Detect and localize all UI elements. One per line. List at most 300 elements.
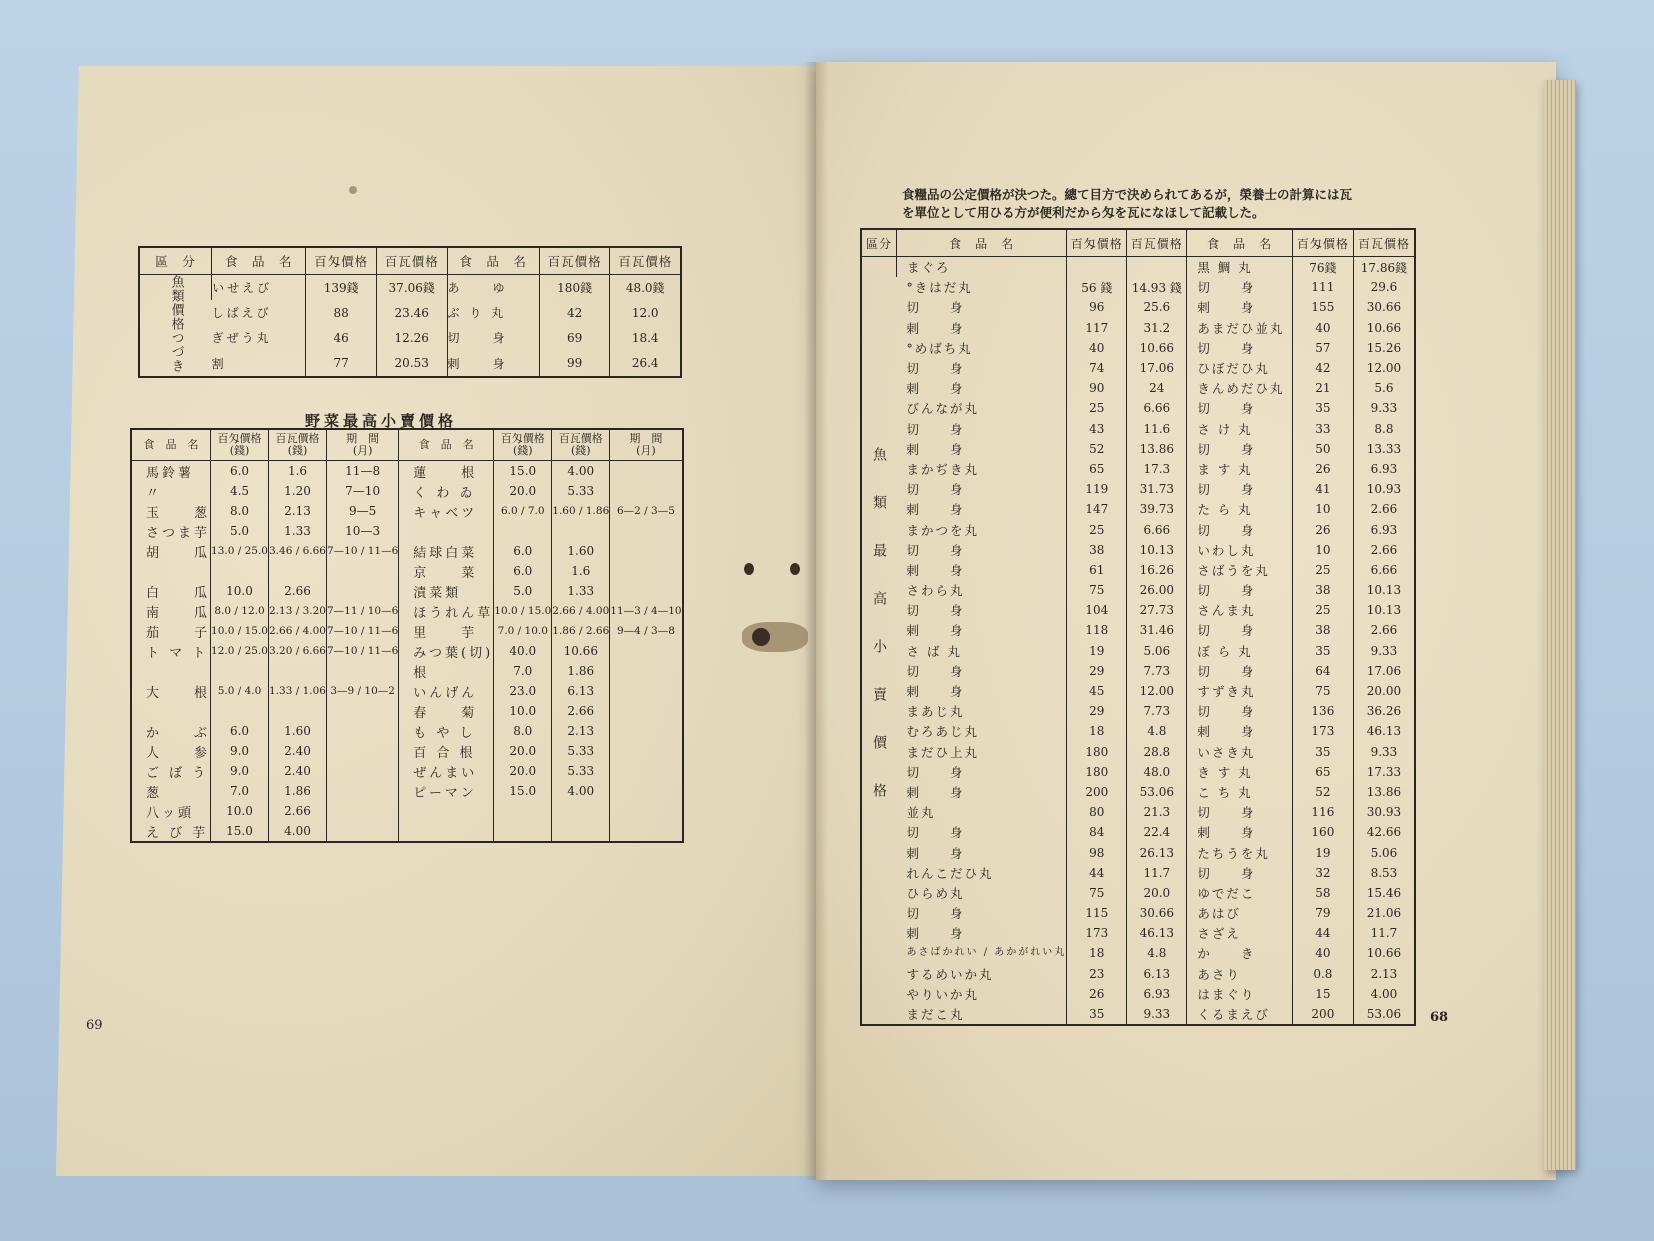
value-cell (610, 741, 683, 761)
value-cell: 4.00 (552, 781, 610, 801)
category-cell (861, 257, 897, 1026)
food-name-cell: 剌 身 (906, 784, 965, 800)
value-cell: 4.00 (269, 821, 327, 842)
price-cell: 17.3 (1127, 459, 1187, 479)
value-cell: 1.20 (269, 481, 327, 501)
food-name-cell: 八ッ頭 (146, 805, 195, 821)
food-name-cell: ぜんまい (399, 761, 494, 781)
table-row (861, 802, 1415, 822)
price-cell: 200 (1067, 782, 1127, 802)
price-cell: 9.33 (1353, 398, 1415, 418)
food-name-cell: するめいか丸 (906, 966, 994, 982)
price-cell: 77 (306, 351, 377, 377)
price-cell: 48.0 (1127, 762, 1187, 782)
category-label: 魚類價格つづき (168, 275, 184, 373)
food-name-cell: 切 身 (447, 325, 539, 350)
value-cell: 1.6 (269, 461, 327, 482)
food-name-cell: ご ぼ う (146, 765, 209, 781)
price-cell: 8.53 (1353, 863, 1415, 883)
price-cell: 35 (1067, 1004, 1127, 1025)
table-row (131, 621, 683, 641)
food-name-cell: 百 合 根 (399, 741, 494, 761)
value-cell (494, 521, 552, 541)
food-name-cell: 剌 身 (906, 381, 965, 397)
value-cell: 1.33 / 1.06 (269, 681, 327, 701)
price-cell: 5.6 (1353, 378, 1415, 398)
value-cell: 9—5 (326, 501, 398, 521)
table-row (131, 721, 683, 741)
price-cell: 5.06 (1353, 842, 1415, 862)
value-cell: 5.0 (494, 581, 552, 601)
value-cell: 7—10 / 11—6 (326, 541, 398, 561)
table-row (131, 481, 683, 501)
food-name-cell: あさり (1187, 964, 1293, 984)
table-row (861, 378, 1415, 398)
value-cell: 6.0 (494, 561, 552, 581)
value-cell (610, 721, 683, 741)
food-name-cell: 剌 身 (1187, 822, 1293, 842)
price-cell: 18 (1067, 721, 1127, 741)
price-cell: 42 (1292, 358, 1353, 378)
value-cell: 10—3 (326, 521, 398, 541)
price-cell: 17.86錢 (1353, 257, 1415, 278)
price-cell: 53.06 (1127, 782, 1187, 802)
vegetable-price-table (130, 428, 684, 843)
value-cell: 4.00 (552, 461, 610, 482)
table-row (131, 501, 683, 521)
value-cell (269, 661, 327, 681)
food-name-cell: 切 身 (906, 603, 965, 619)
food-name-cell: ゆでだこ (1187, 883, 1293, 903)
value-cell: 2.13 (269, 501, 327, 521)
price-cell: 18 (1067, 943, 1127, 963)
value-cell: 9—4 / 3—8 (610, 621, 683, 641)
food-name-cell: ひらめ丸 (906, 885, 965, 901)
food-name-cell: まあじ丸 (906, 704, 965, 720)
price-cell: 6.93 (1127, 984, 1187, 1004)
food-name-cell: 切 身 (1187, 519, 1293, 539)
table-row (131, 761, 683, 781)
value-cell: 20.0 (494, 481, 552, 501)
table-row (861, 540, 1415, 560)
price-cell: 41 (1292, 479, 1353, 499)
value-cell (269, 561, 327, 581)
price-cell: 14.93 錢 (1127, 277, 1187, 297)
price-cell: 111 (1292, 277, 1353, 297)
food-name-cell: 胡 瓜 (146, 545, 211, 561)
price-cell: 25 (1067, 398, 1127, 418)
price-cell: 39.73 (1127, 499, 1187, 519)
value-cell (610, 541, 683, 561)
food-name-cell: か き (1187, 943, 1293, 963)
price-cell: 26.4 (610, 351, 681, 377)
price-cell: 9.33 (1353, 641, 1415, 661)
col-header: 百匁價格 (1067, 229, 1127, 257)
col-header: 百瓦價格 (539, 247, 610, 275)
food-name-cell: くるまえび (1187, 1004, 1293, 1025)
price-cell: 25 (1292, 600, 1353, 620)
food-name-cell (399, 821, 494, 842)
value-cell (610, 701, 683, 721)
price-cell: 11.7 (1127, 863, 1187, 883)
food-name-cell: も や し (399, 721, 494, 741)
col-header: 百瓦價格 (錢) (552, 429, 610, 461)
value-cell: 13.0 / 25.0 (211, 541, 269, 561)
food-name-cell: 切 身 (1187, 802, 1293, 822)
price-cell: 40 (1292, 943, 1353, 963)
value-cell: 1.33 (552, 581, 610, 601)
price-cell: 10.13 (1353, 580, 1415, 600)
value-cell: 8.0 (494, 721, 552, 741)
col-header: 食 品 名 (399, 429, 494, 461)
price-cell: 147 (1067, 499, 1127, 519)
value-cell: 8.0 / 12.0 (211, 601, 269, 621)
value-cell: 10.66 (552, 641, 610, 661)
col-header: 百瓦價格 (錢) (269, 429, 327, 461)
price-cell: 21.3 (1127, 802, 1187, 822)
table-row (861, 701, 1415, 721)
page-number-right: 68 (1430, 1010, 1449, 1025)
col-header: 百瓦價格 (1353, 229, 1415, 257)
value-cell (610, 581, 683, 601)
price-cell: 2.66 (1353, 620, 1415, 640)
food-name-cell: 剌 身 (906, 684, 965, 700)
food-name-cell: ほうれん草 (399, 601, 494, 621)
food-name-cell: まかつを丸 (906, 522, 980, 538)
value-cell: 15.0 (494, 461, 552, 482)
food-name-cell: 馬鈴薯 (146, 465, 195, 481)
price-cell: 10.13 (1353, 600, 1415, 620)
food-name-cell: あまだひ並丸 (1187, 318, 1293, 338)
value-cell: 12.0 / 25.0 (211, 641, 269, 661)
price-cell: 21.06 (1353, 903, 1415, 923)
price-cell: 26.13 (1127, 842, 1187, 862)
food-name-cell: 切 身 (1187, 398, 1293, 418)
table-row (861, 964, 1415, 984)
food-name-cell: いわし丸 (1187, 540, 1293, 560)
table-row (861, 923, 1415, 943)
table-row (861, 257, 1415, 278)
food-name-cell: き す 丸 (1187, 762, 1293, 782)
table-row (861, 762, 1415, 782)
food-name-cell: 剌 身 (906, 926, 965, 942)
value-cell: 9.0 (211, 761, 269, 781)
col-header: 百匁價格 (1292, 229, 1353, 257)
food-name-cell: た ら 丸 (1187, 499, 1293, 519)
price-cell: 4.8 (1127, 943, 1187, 963)
price-cell: 5.06 (1127, 641, 1187, 661)
food-name-cell: 剌 身 (906, 320, 965, 336)
price-cell: 2.13 (1353, 964, 1415, 984)
value-cell (326, 821, 398, 842)
food-name-cell: ぎぜう丸 (211, 331, 272, 346)
food-name-cell: さ ば 丸 (906, 643, 962, 659)
price-cell: 96 (1067, 297, 1127, 317)
food-name-cell: びんなが丸 (906, 401, 980, 417)
price-cell: 26 (1292, 519, 1353, 539)
food-name-cell: 切 身 (1187, 701, 1293, 721)
value-cell: 3.20 / 6.66 (269, 641, 327, 661)
price-cell: 17.33 (1353, 762, 1415, 782)
col-header: 期 間 (月) (610, 429, 683, 461)
food-name-cell (131, 701, 211, 721)
food-name-cell: 切 身 (1187, 277, 1293, 297)
price-cell: 90 (1067, 378, 1127, 398)
value-cell: 6.13 (552, 681, 610, 701)
food-name-cell: 里 芋 (399, 621, 494, 641)
price-cell: 99 (539, 351, 610, 377)
food-name-cell (131, 661, 211, 681)
vegetable-table-title: 野菜最高小賣價格 (305, 412, 458, 430)
price-cell: 10.93 (1353, 479, 1415, 499)
col-header: 區分 (861, 229, 897, 257)
food-name-cell: 切 身 (1187, 863, 1293, 883)
price-cell: 18.4 (610, 325, 681, 350)
table-row (861, 459, 1415, 479)
table-row (861, 318, 1415, 338)
col-header: 食 品 名 (447, 247, 539, 275)
price-cell: 29 (1067, 661, 1127, 681)
food-name-cell: 葱 (146, 785, 163, 801)
category-cell (139, 275, 212, 378)
food-name-cell: え び 芋 (146, 825, 209, 841)
value-cell: 1.86 (552, 661, 610, 681)
value-cell: 1.60 (552, 541, 610, 561)
table-row (861, 338, 1415, 358)
price-cell: 23.46 (376, 300, 447, 325)
price-cell: 46.13 (1127, 923, 1187, 943)
price-cell: 139錢 (306, 275, 377, 301)
value-cell: 10.0 (494, 701, 552, 721)
value-cell (326, 581, 398, 601)
price-cell: 40 (1067, 338, 1127, 358)
page-edges (1544, 80, 1576, 1170)
table-row (861, 863, 1415, 883)
value-cell (494, 821, 552, 842)
food-name-cell: 白 瓜 (146, 585, 211, 601)
fish-max-retail-price-table (860, 228, 1416, 1026)
food-name-cell: ま す 丸 (1187, 459, 1293, 479)
price-cell: 30.93 (1353, 802, 1415, 822)
price-cell: 13.86 (1127, 439, 1187, 459)
food-name-cell: 剌 身 (906, 562, 965, 578)
value-cell (610, 661, 683, 681)
table-row (131, 701, 683, 721)
price-cell: 44 (1292, 923, 1353, 943)
value-cell (610, 561, 683, 581)
food-name-cell (399, 801, 494, 821)
table-row (861, 903, 1415, 923)
food-name-cell (399, 521, 494, 541)
price-cell: 43 (1067, 419, 1127, 439)
price-cell: 11.6 (1127, 419, 1187, 439)
food-name-cell: さばうを丸 (1187, 560, 1293, 580)
table-row (131, 461, 683, 482)
price-cell: 160 (1292, 822, 1353, 842)
price-cell: 29 (1067, 701, 1127, 721)
value-cell: 1.60 (269, 721, 327, 741)
food-name-cell: 切 身 (1187, 439, 1293, 459)
table-row (131, 781, 683, 801)
value-cell: 7—10 (326, 481, 398, 501)
food-name-cell: さざえ (1187, 923, 1293, 943)
food-name-cell: 黒 鯛 丸 (1187, 257, 1293, 278)
col-header: 食 品 名 (1187, 229, 1293, 257)
table-row (131, 561, 683, 581)
value-cell (610, 461, 683, 482)
food-name-cell: ぶ り 丸 (447, 300, 539, 325)
food-name-cell: まぐろ (897, 257, 1067, 278)
table-row (131, 641, 683, 661)
food-name-cell: いせえび (212, 275, 306, 301)
table-row (861, 560, 1415, 580)
food-name-cell: まだひ上丸 (906, 744, 980, 760)
food-name-cell: 剌 身 (906, 845, 965, 861)
price-cell: 15.46 (1353, 883, 1415, 903)
price-cell: 21 (1292, 378, 1353, 398)
table-row (131, 741, 683, 761)
value-cell: 2.66 / 4.00 (269, 621, 327, 641)
value-cell: 1.6 (552, 561, 610, 581)
table-row (861, 519, 1415, 539)
table-row (861, 943, 1415, 963)
price-cell: 20.53 (376, 351, 447, 377)
price-cell: 25 (1292, 560, 1353, 580)
binding-hole (744, 563, 754, 575)
value-cell (610, 641, 683, 661)
price-cell: 38 (1067, 540, 1127, 560)
price-cell: 10.13 (1127, 540, 1187, 560)
value-cell: 3.46 / 6.66 (269, 541, 327, 561)
price-cell: 88 (306, 300, 377, 325)
value-cell: 20.0 (494, 761, 552, 781)
price-cell: 31.46 (1127, 620, 1187, 640)
food-name-cell: むろあじ丸 (906, 724, 980, 740)
food-name-cell: 漬菜類 (399, 581, 494, 601)
price-cell: 64 (1292, 661, 1353, 681)
price-cell: 24 (1127, 378, 1187, 398)
price-cell: 69 (539, 325, 610, 350)
value-cell (326, 801, 398, 821)
price-cell: 75 (1292, 681, 1353, 701)
price-cell: 35 (1292, 742, 1353, 762)
food-name-cell: さわら丸 (906, 583, 965, 599)
value-cell (211, 661, 269, 681)
food-name-cell: すずき丸 (1187, 681, 1293, 701)
food-name-cell: 南 瓜 (146, 605, 211, 621)
category-label: 魚類最高小賣價格 (871, 447, 888, 832)
price-cell: 45 (1067, 681, 1127, 701)
price-cell: 57 (1292, 338, 1353, 358)
food-name-cell: °めばち丸 (906, 340, 973, 356)
price-cell: 35 (1292, 398, 1353, 418)
value-cell: 7.0 (494, 661, 552, 681)
price-cell: 104 (1067, 600, 1127, 620)
value-cell: 6.0 (494, 541, 552, 561)
value-cell: 2.13 / 3.20 (269, 601, 327, 621)
price-cell: 74 (1067, 358, 1127, 378)
price-cell: 65 (1067, 459, 1127, 479)
price-cell: 200 (1292, 1004, 1353, 1025)
price-cell: 30.66 (1127, 903, 1187, 923)
col-header: 百匁價格 (306, 247, 377, 275)
value-cell: 11—8 (326, 461, 398, 482)
table-row (861, 721, 1415, 741)
food-name-cell: 玉 葱 (146, 505, 211, 521)
food-name-cell: 切 身 (906, 825, 965, 841)
value-cell (610, 821, 683, 842)
col-header: 百瓦價格 (376, 247, 447, 275)
price-cell: 76錢 (1292, 257, 1353, 278)
food-name-cell: 切 身 (906, 764, 965, 780)
table-row (131, 541, 683, 561)
value-cell: 2.66 / 4.00 (552, 601, 610, 621)
food-name-cell: °きはだ丸 (906, 280, 973, 296)
price-cell: 2.66 (1353, 499, 1415, 519)
value-cell (552, 821, 610, 842)
food-name-cell: 切 身 (906, 906, 965, 922)
table-row (131, 521, 683, 541)
table-row (861, 398, 1415, 418)
food-name-cell: ト マ ト (146, 645, 209, 661)
value-cell: 2.66 (269, 801, 327, 821)
price-cell: 20.0 (1127, 883, 1187, 903)
value-cell: 1.60 / 1.86 (552, 501, 610, 521)
food-name-cell: 茄 子 (146, 625, 211, 641)
table-row (861, 782, 1415, 802)
price-cell: 10.66 (1127, 338, 1187, 358)
price-cell: 4.8 (1127, 721, 1187, 741)
food-name-cell: 切 身 (906, 542, 965, 558)
food-name-cell (131, 561, 211, 581)
binding-hole (752, 628, 770, 646)
value-cell (211, 561, 269, 581)
price-cell: 25.6 (1127, 297, 1187, 317)
food-name-cell: キャベツ (399, 501, 494, 521)
food-name-cell: 根 (399, 661, 494, 681)
table-row (131, 681, 683, 701)
table-row (131, 581, 683, 601)
value-cell: 5.33 (552, 481, 610, 501)
value-cell: 7—10 / 11—6 (326, 621, 398, 641)
price-cell: 7.73 (1127, 701, 1187, 721)
table-header-row (131, 429, 683, 461)
price-cell: 136 (1292, 701, 1353, 721)
value-cell: 2.66 (269, 581, 327, 601)
value-cell: 8.0 (211, 501, 269, 521)
price-cell: 52 (1067, 439, 1127, 459)
page-number-left: 69 (86, 1018, 103, 1033)
food-name-cell: さつま芋 (146, 525, 211, 541)
value-cell (326, 781, 398, 801)
value-cell (326, 661, 398, 681)
price-cell: 6.93 (1353, 519, 1415, 539)
table-row (861, 984, 1415, 1004)
food-name-cell: 人 参 (146, 745, 211, 761)
price-cell: 6.66 (1353, 560, 1415, 580)
price-cell: 20.00 (1353, 681, 1415, 701)
price-cell: 7.73 (1127, 661, 1187, 681)
price-cell: 37.06錢 (376, 275, 447, 301)
food-name-cell: 〃 (146, 485, 163, 501)
price-cell: 12.26 (376, 325, 447, 350)
paper-spot (349, 186, 357, 194)
food-name-cell: 切 身 (906, 421, 965, 437)
price-cell: 19 (1292, 842, 1353, 862)
value-cell: 6.0 (211, 461, 269, 482)
price-cell: 119 (1067, 479, 1127, 499)
price-cell: 6.13 (1127, 964, 1187, 984)
